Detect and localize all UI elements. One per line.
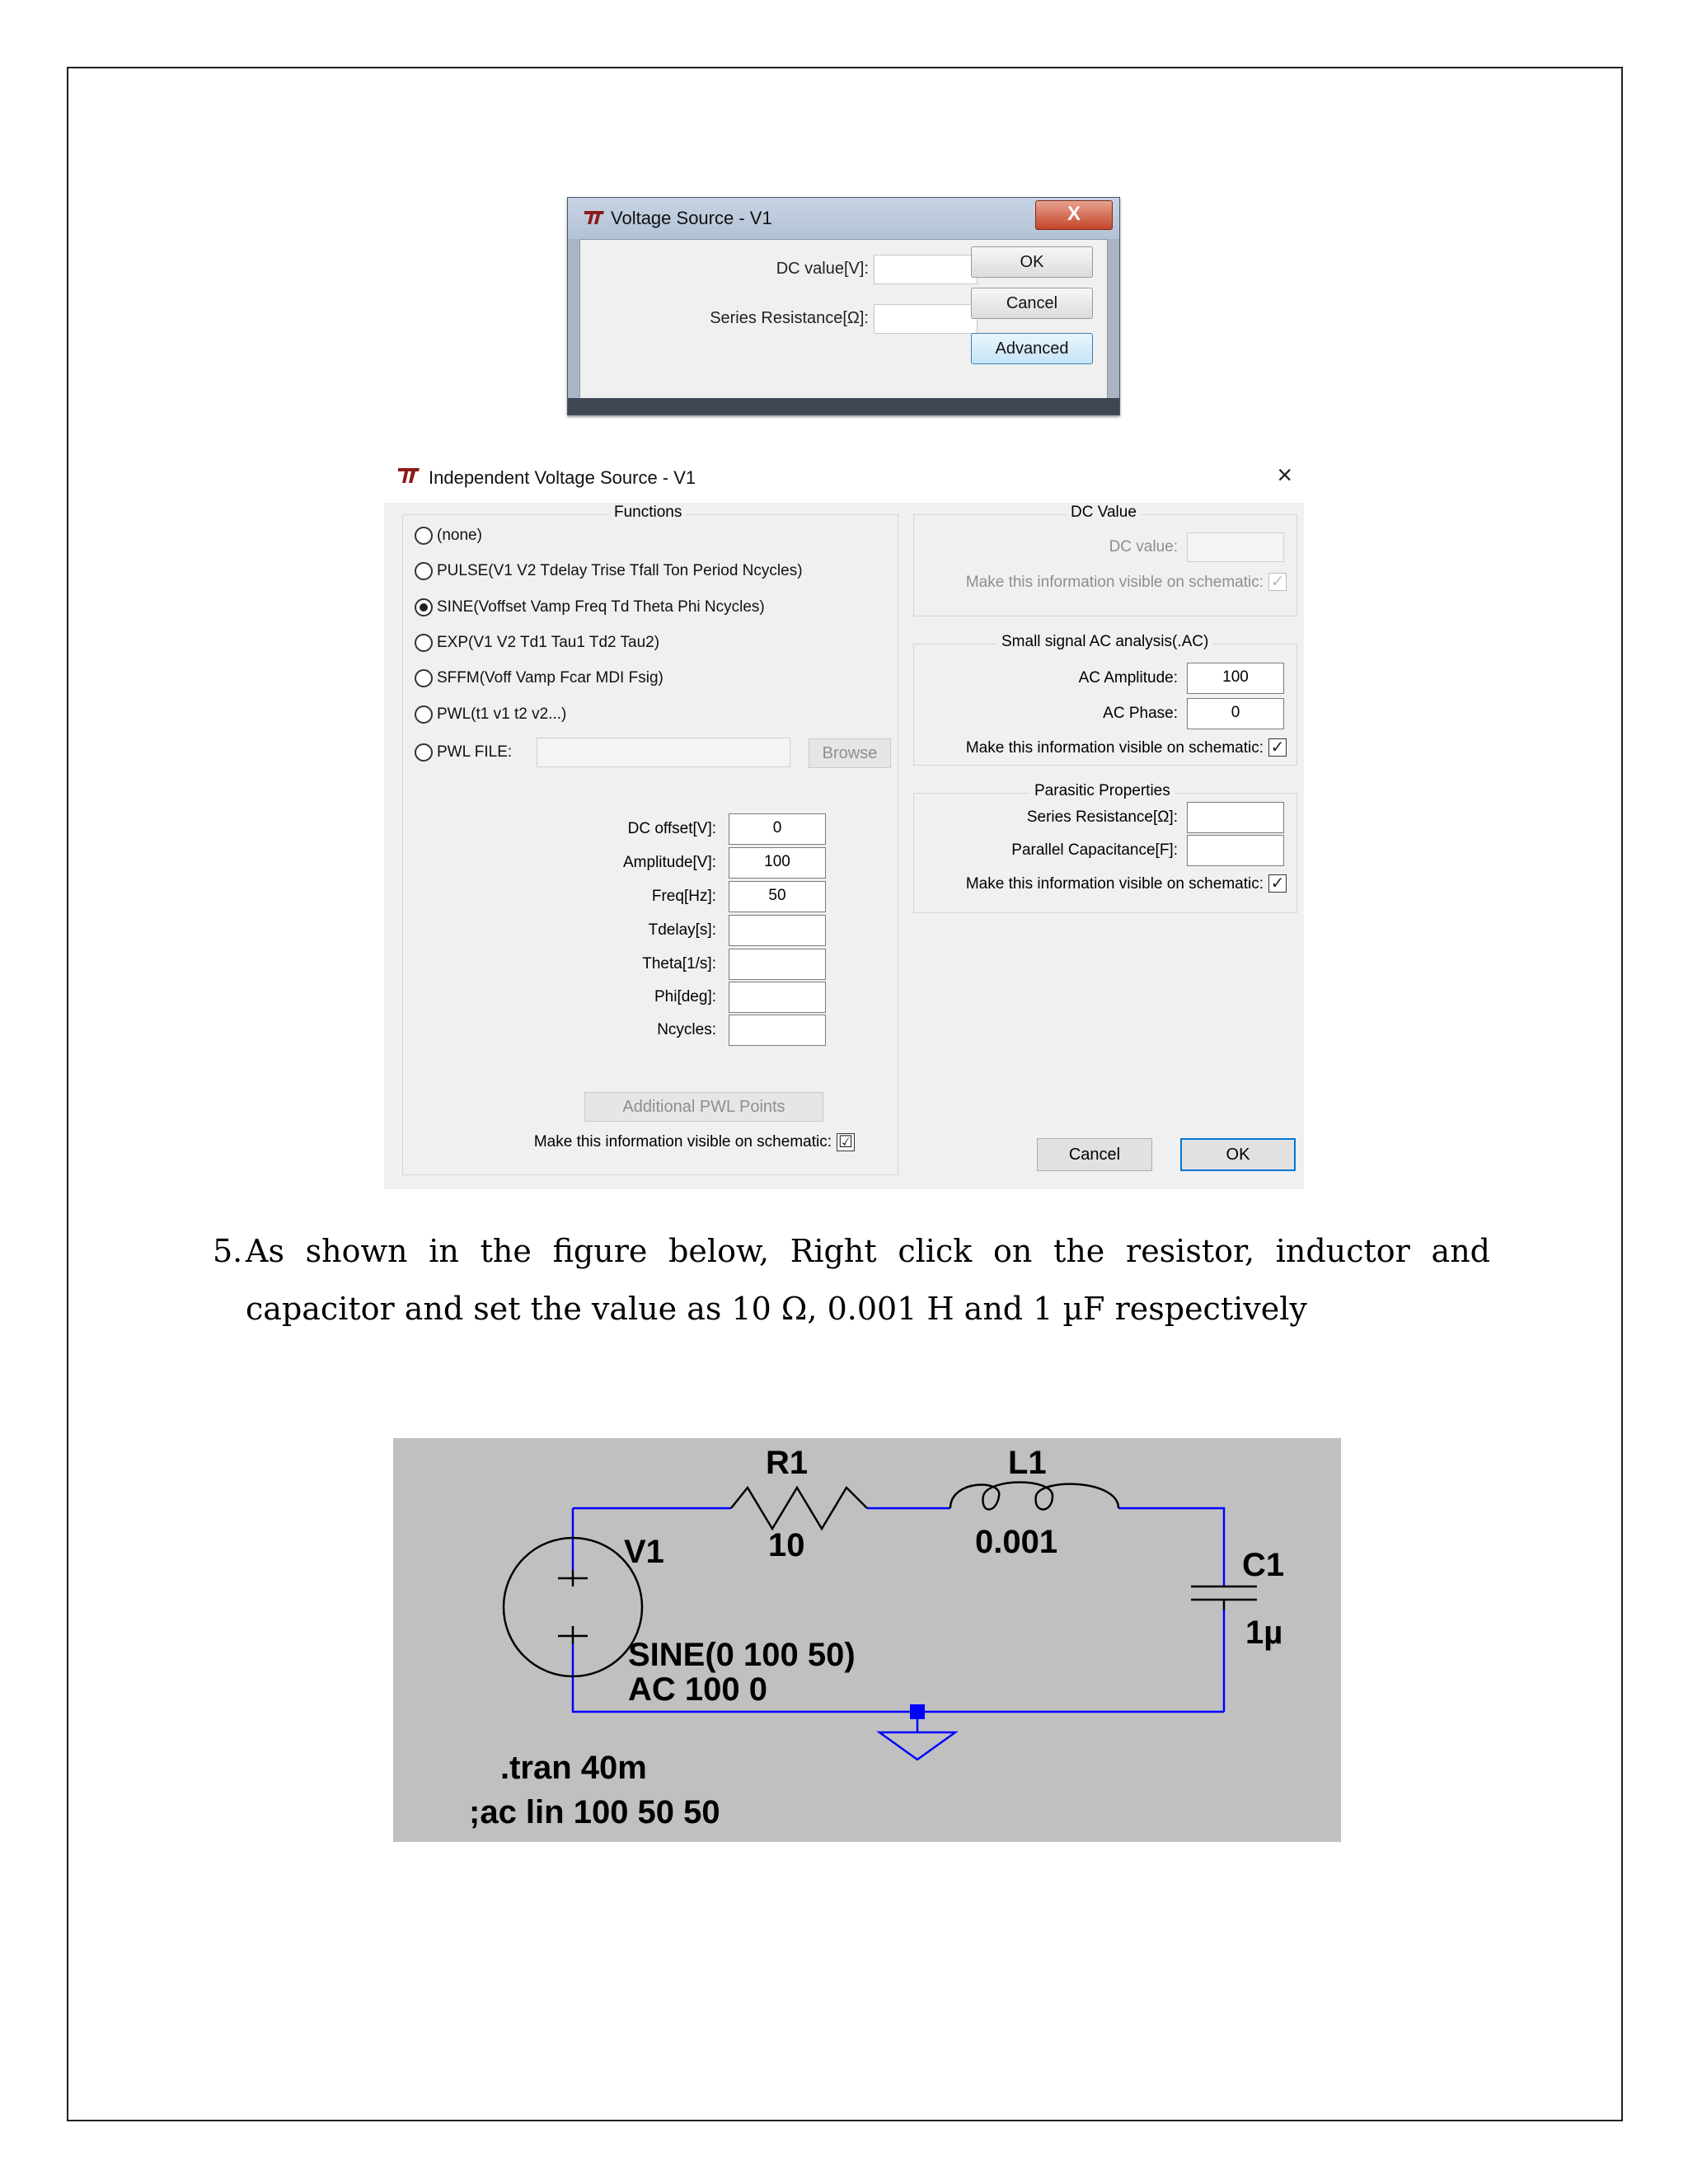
ac-analysis-group (913, 633, 1297, 766)
dc-value-field[interactable] (1187, 532, 1284, 562)
param-label: DC offset[V]: (627, 820, 716, 837)
voltage-source-dialog (567, 197, 1120, 415)
junction-node (910, 1704, 925, 1719)
visible-on-schematic-checkbox[interactable]: ☑ (837, 1133, 855, 1151)
radio-sffm[interactable] (415, 666, 663, 691)
radio-sine[interactable] (415, 595, 765, 620)
radio-label: PWL(t1 v1 t2 v2...) (437, 705, 567, 723)
dc-value-field[interactable] (874, 255, 978, 284)
series-resistance-field[interactable] (874, 304, 978, 334)
parallel-capacitance-label: Parallel Capacitance[F]: (1011, 841, 1178, 859)
functions-group-title: Functions (609, 504, 687, 522)
radio-pwl[interactable] (415, 702, 566, 727)
l1-name: L1 (1008, 1445, 1047, 1481)
visible-on-schematic-label: Make this information visible on schematic: (965, 574, 1264, 591)
visible-on-schematic-checkbox[interactable]: ✓ (1268, 573, 1287, 591)
c1-name: C1 (1242, 1547, 1285, 1583)
inductor-l1 (950, 1483, 1118, 1510)
taskbar-strip (568, 398, 1119, 415)
param-label: Tdelay[s]: (648, 921, 716, 939)
ac-amplitude-field[interactable]: 100 (1187, 663, 1284, 694)
radio-label: EXP(V1 V2 Td1 Tau1 Td2 Tau2) (437, 634, 660, 651)
ac-phase-label: AC Phase: (1103, 705, 1178, 722)
dc-offset-field[interactable]: 0 (729, 813, 826, 845)
tran-directive: .tran 40m (500, 1750, 647, 1786)
theta-field[interactable] (729, 949, 826, 980)
dialog-client-area (384, 503, 1304, 1189)
independent-voltage-source-dialog (384, 455, 1304, 1189)
radio-exp[interactable] (415, 630, 659, 655)
capacitor-c1 (1191, 1586, 1257, 1610)
radio-label: SFFM(Voff Vamp Fcar MDI Fsig) (437, 669, 663, 687)
pwl-file-field[interactable] (537, 738, 790, 767)
v1-name: V1 (624, 1534, 664, 1570)
series-resistance-field[interactable] (1187, 802, 1284, 833)
phi-field[interactable] (729, 982, 826, 1013)
r1-value: 10 (768, 1527, 805, 1563)
v1-ac: AC 100 0 (628, 1671, 767, 1708)
freq-field[interactable]: 50 (729, 881, 826, 912)
param-label: Phi[deg]: (654, 988, 716, 1005)
radio-label: (none) (437, 527, 482, 544)
parallel-capacitance-field[interactable] (1187, 835, 1284, 866)
ac-amplitude-label: AC Amplitude: (1078, 669, 1178, 687)
close-icon[interactable]: × (1277, 460, 1292, 490)
resistor-r1 (731, 1488, 867, 1529)
amplitude-field[interactable]: 100 (729, 847, 826, 879)
radio-label: PWL FILE: (437, 743, 513, 761)
visible-on-schematic-label: Make this information visible on schematic: (533, 1133, 832, 1151)
visible-on-schematic-label: Make this information visible on schematic: (965, 739, 1264, 757)
radio-none[interactable] (415, 523, 482, 548)
radio-button-icon[interactable] (415, 669, 433, 687)
visible-on-schematic-checkbox[interactable]: ✓ (1268, 738, 1287, 757)
ac-phase-field[interactable]: 0 (1187, 698, 1284, 729)
dialog-title: Independent Voltage Source - V1 (429, 467, 696, 488)
tdelay-field[interactable] (729, 915, 826, 946)
advanced-button[interactable]: Advanced (971, 333, 1093, 364)
dialog-body (579, 239, 1108, 400)
cancel-button[interactable]: Cancel (1037, 1138, 1152, 1171)
radio-button-icon[interactable] (415, 705, 433, 724)
radio-button-icon[interactable] (415, 634, 433, 652)
radio-pwl-file[interactable] (415, 740, 512, 765)
functions-group (402, 504, 898, 1175)
dc-value-label: DC value[V]: (776, 260, 869, 278)
visible-on-schematic-label: Make this information visible on schematic: (965, 875, 1264, 893)
dc-value-label: DC value: (1109, 538, 1178, 555)
ok-button[interactable]: OK (1180, 1138, 1296, 1171)
step-number: 5. (213, 1233, 243, 1269)
ground-symbol (879, 1732, 955, 1760)
ltspice-icon (583, 208, 606, 227)
param-label: Freq[Hz]: (651, 888, 716, 905)
ac-directive: ;ac lin 100 50 50 (469, 1794, 720, 1830)
cancel-button[interactable]: Cancel (971, 288, 1093, 319)
dc-value-group (913, 504, 1297, 616)
ltspice-icon (396, 465, 421, 486)
ok-button[interactable]: OK (971, 246, 1093, 278)
radio-button-selected-icon[interactable] (415, 598, 433, 616)
parasitic-properties-group (913, 782, 1297, 913)
v1-function: SINE(0 100 50) (628, 1637, 856, 1673)
browse-button[interactable]: Browse (809, 738, 891, 768)
c1-value: 1µ (1245, 1615, 1283, 1651)
visible-on-schematic-checkbox[interactable]: ✓ (1268, 874, 1287, 893)
circuit-schematic (393, 1438, 1341, 1842)
wire (1118, 1508, 1224, 1586)
series-resistance-label: Series Resistance[Ω]: (710, 309, 869, 327)
dc-value-group-title: DC Value (1066, 504, 1142, 522)
series-resistance-label: Series Resistance[Ω]: (1026, 808, 1178, 826)
additional-pwl-points-button[interactable]: Additional PWL Points (584, 1092, 823, 1122)
r1-name: R1 (766, 1445, 809, 1481)
param-label: Ncycles: (657, 1021, 716, 1038)
param-label: Theta[1/s]: (642, 955, 716, 972)
radio-button-icon[interactable] (415, 743, 433, 762)
ac-analysis-group-title: Small signal AC analysis(.AC) (996, 633, 1213, 651)
dialog-titlebar[interactable] (568, 198, 1119, 239)
instruction-step (213, 1222, 1490, 1338)
parasitic-properties-group-title: Parasitic Properties (1029, 782, 1175, 800)
l1-value: 0.001 (975, 1524, 1058, 1560)
step-text: As shown in the figure below, Right click on the resistor, inductor and capacitor and set the value as 10 Ω, 0.001 H and 1 µF respectively (246, 1233, 1490, 1327)
close-button[interactable]: X (1035, 200, 1113, 230)
radio-button-icon[interactable] (415, 562, 433, 580)
radio-label: PULSE(V1 V2 Tdelay Trise Tfall Ton Period Ncycles) (437, 562, 803, 579)
param-label: Amplitude[V]: (623, 854, 716, 871)
radio-pulse[interactable] (415, 559, 803, 583)
radio-button-icon[interactable] (415, 527, 433, 545)
ncycles-field[interactable] (729, 1015, 826, 1046)
radio-label: SINE(Voffset Vamp Freq Td Theta Phi Ncycles) (437, 598, 765, 616)
dialog-title: Voltage Source - V1 (611, 208, 772, 228)
